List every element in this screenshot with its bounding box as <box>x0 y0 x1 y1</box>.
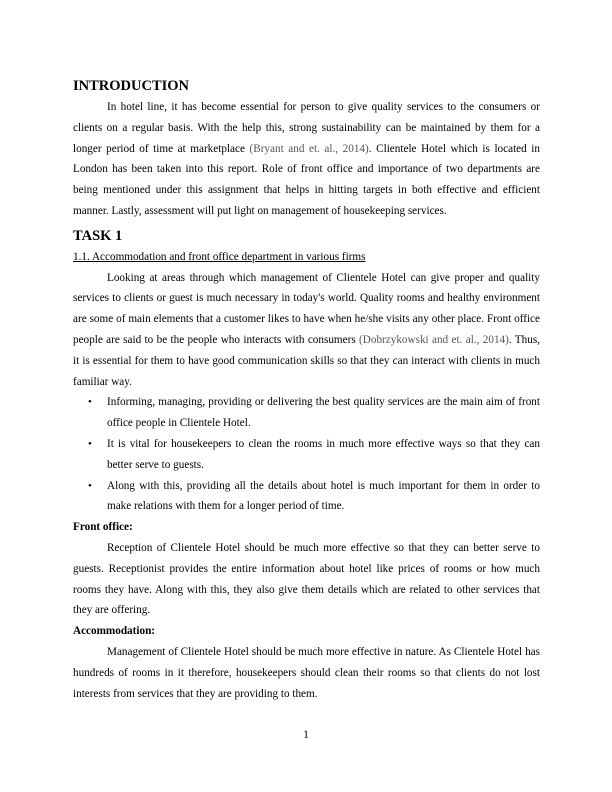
task1-text-part1: Looking at areas through which management of Clientele Hotel can give proper and quality services to clients or guest is much necessary in today's world. Quality rooms and healthy environment are some of main elements that a customer likes to have when he/she visits any other place. Front office people are said to be the people who interacts with consumers <box>73 271 540 346</box>
task1-citation: (Dobrzykowski and et. al., 2014) <box>359 333 509 346</box>
introduction-citation: (Bryant and et. al., 2014) <box>249 142 369 155</box>
task1-paragraph <box>73 268 540 393</box>
accommodation-label: Accommodation: <box>73 625 156 638</box>
task1-text-part2: . Thus, it is essential for them to have good communication skills so that they can interact with clients in much familiar way. <box>73 333 540 388</box>
introduction-text-part1: In hotel line, it has become essential for person to give quality services to the consumers or clients on a regular basis. With the help this, strong sustainability can be maintained by them for a longer period of time at marketplace <box>73 101 540 155</box>
bullet-text: It is vital for housekeepers to clean the rooms in much more effective ways so that they can better serve to guests. <box>107 437 540 471</box>
bullet-item <box>73 392 540 434</box>
document-page <box>73 76 540 704</box>
bullet-item <box>73 476 540 518</box>
bullet-item <box>73 434 540 476</box>
bullet-text: Informing, managing, providing or delivering the best quality services are the main aim of front office people in Clientele Hotel. <box>107 396 540 430</box>
bullet-icon: • <box>88 479 92 492</box>
bullet-text: Along with this, providing all the details about hotel is much important for them in order to make relations with them for a longer period of time. <box>107 479 540 513</box>
front-office-label: Front office: <box>73 521 133 534</box>
introduction-text-part2: . Clientele Hotel which is located in London has been taken into this report. Role of front office and importance of two departments are being mentioned under this assignment that helps in hitting targets in both effective and efficient manner. Lastly, assessment will put light on management of housekeeping services. <box>73 142 541 217</box>
bullet-icon: • <box>88 396 92 409</box>
page-number: 1 <box>303 729 309 741</box>
bullet-icon: • <box>88 437 92 450</box>
front-office-paragraph: Reception of Clientele Hotel should be much more effective so that they can better serve to guests. Receptionist provides the entire information about hotel like prices of rooms or how much rooms they have. Along with this, they also give them details which are related to other services that they are offering. <box>73 541 540 617</box>
task1-heading: TASK 1 <box>73 227 123 244</box>
introduction-paragraph <box>73 97 540 222</box>
accommodation-paragraph: Management of Clientele Hotel should be much more effective in nature. As Clientele Hotel has hundreds of rooms in it therefore, housekeepers should clean their rooms so that clients do not lost interests from services that they are providing to them. <box>73 645 540 700</box>
task1-subheading: 1.1. Accommodation and front office department in various firms <box>73 250 366 263</box>
introduction-heading: INTRODUCTION <box>73 78 190 94</box>
task1-bullet-list <box>73 392 540 517</box>
